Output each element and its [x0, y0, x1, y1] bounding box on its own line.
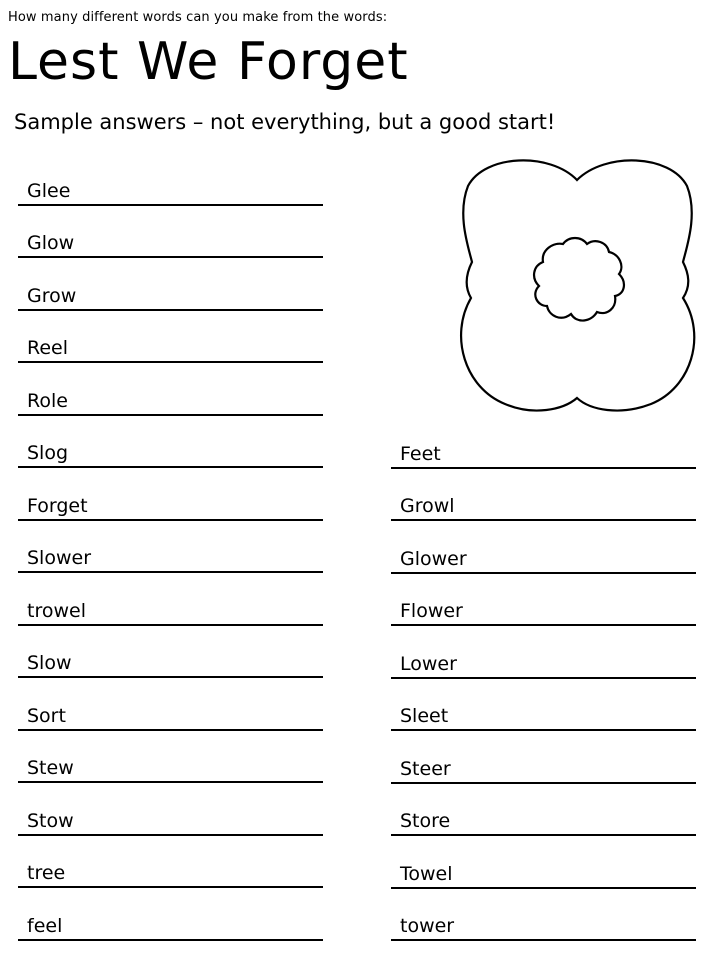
- answer-word: Glow: [27, 232, 75, 254]
- word-answer-row: [18, 783, 323, 836]
- answer-word: tree: [27, 862, 66, 884]
- answer-word: Stow: [27, 809, 74, 832]
- answer-word: Sort: [27, 704, 66, 727]
- left-word-list: [18, 153, 323, 941]
- word-answer-row: [18, 258, 323, 311]
- word-answer-row: [391, 679, 696, 732]
- answer-word: Glee: [27, 179, 71, 202]
- answer-word: Grow: [27, 284, 77, 307]
- answer-word: Growl: [400, 495, 455, 517]
- word-answer-row: [391, 469, 696, 522]
- word-answer-row: [391, 521, 696, 574]
- answer-word: Towel: [400, 862, 453, 885]
- word-answer-row: [391, 889, 696, 942]
- word-answer-row: [391, 574, 696, 627]
- answer-line: [391, 939, 696, 941]
- right-word-list: [391, 416, 696, 941]
- answer-word: Slog: [27, 442, 69, 464]
- answer-word: Store: [400, 810, 451, 832]
- answer-line: [18, 939, 323, 941]
- word-answer-row: [18, 153, 323, 206]
- instruction-text: How many different words can you make from the words:: [8, 10, 388, 25]
- page-subtitle: Sample answers – not everything, but a good start!: [14, 110, 556, 134]
- word-answer-row: [18, 468, 323, 521]
- answer-word: Role: [27, 389, 68, 412]
- answer-word: Glower: [400, 547, 467, 570]
- answer-word: Steer: [400, 757, 451, 780]
- word-answer-row: [18, 573, 323, 626]
- word-answer-row: [18, 311, 323, 364]
- answer-word: Forget: [27, 494, 88, 517]
- answer-word: Flower: [400, 600, 463, 622]
- word-answer-row: [391, 731, 696, 784]
- word-answer-row: [18, 626, 323, 679]
- word-answer-row: [391, 626, 696, 679]
- word-answer-row: [18, 836, 323, 889]
- answer-word: Lower: [400, 652, 457, 675]
- answer-word: Slower: [27, 547, 92, 569]
- poppy-inner-center: [534, 238, 624, 321]
- word-answer-row: [18, 731, 323, 784]
- word-answer-row: [391, 784, 696, 837]
- word-answer-row: [18, 206, 323, 259]
- word-answer-row: [18, 363, 323, 416]
- answer-word: tower: [400, 915, 455, 937]
- poppy-flower-icon: [455, 158, 700, 416]
- answer-word: trowel: [27, 599, 86, 622]
- answer-word: Reel: [27, 337, 69, 359]
- word-answer-row: [18, 888, 323, 941]
- answer-word: feel: [27, 914, 63, 937]
- answer-word: Feet: [400, 442, 441, 465]
- word-answer-row: [391, 416, 696, 469]
- page-title: Lest We Forget: [8, 32, 409, 92]
- word-answer-row: [18, 416, 323, 469]
- word-answer-row: [18, 521, 323, 574]
- poppy-outer-outline: [461, 160, 694, 410]
- answer-word: Sleet: [400, 705, 449, 727]
- word-answer-row: [18, 678, 323, 731]
- answer-word: Slow: [27, 652, 72, 674]
- word-answer-row: [391, 836, 696, 889]
- answer-word: Stew: [27, 757, 74, 779]
